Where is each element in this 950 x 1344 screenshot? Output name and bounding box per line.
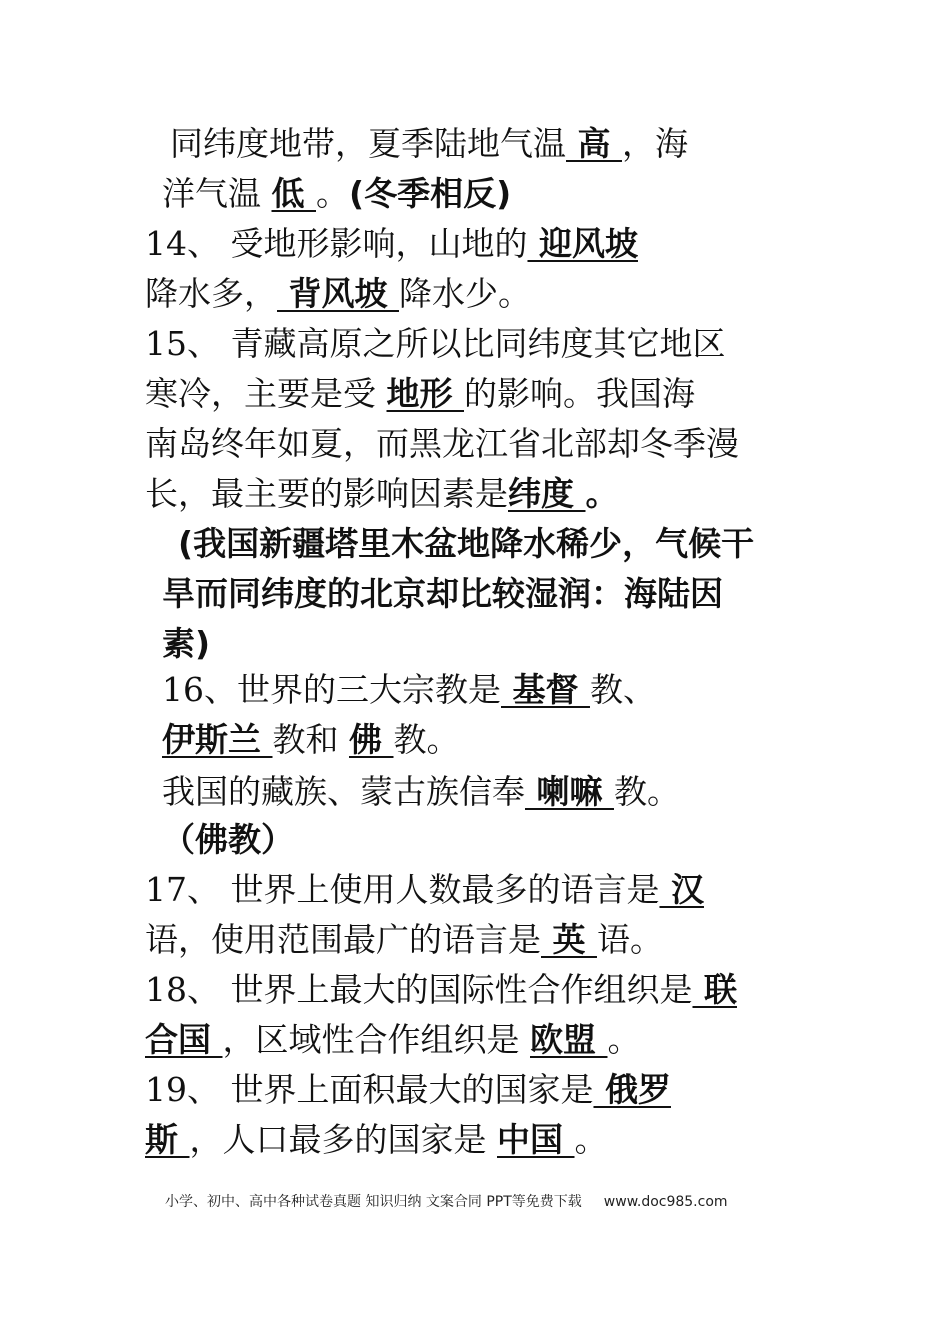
- text-line-15: [162, 820, 294, 860]
- line-text: 长，最主要的影响因素是: [145, 474, 508, 513]
- text-line-5: [145, 324, 725, 364]
- bold-note: 旱而同纬度的北京却比较湿润：海陆因: [162, 574, 723, 613]
- bold-note: (冬季相反): [349, 174, 512, 213]
- line-text: 寒冷，主要是受: [145, 374, 387, 413]
- answer-blank: 斯: [145, 1120, 190, 1159]
- question-17: 17、 世界上使用人数最多的语言是: [145, 870, 660, 909]
- answer-blank: 喇嘛: [525, 772, 614, 811]
- line-text: 南岛终年如夏，而黑龙江省北部却冬季漫: [145, 424, 739, 463]
- line-text: 同纬度地带，夏季陆地气温: [170, 124, 566, 163]
- answer-blank: 纬度: [508, 474, 586, 513]
- text-line-16: [145, 870, 704, 910]
- bold-note: (我国新疆塔里木盆地降水稀少，气候干: [178, 524, 755, 563]
- line-text: ，人口最多的国家是: [189, 1120, 497, 1159]
- answer-blank: 基督: [501, 670, 590, 709]
- line-text: 。: [607, 1020, 641, 1059]
- line-text: 教。: [613, 772, 680, 811]
- line-text: 降水多，: [145, 274, 277, 313]
- text-line-2: [162, 174, 511, 214]
- answer-blank: 汉: [659, 870, 704, 909]
- line-text: 教和: [272, 720, 349, 759]
- text-line-8: [145, 474, 619, 514]
- answer-blank: 俄罗: [593, 1070, 671, 1109]
- text-line-3: [145, 224, 638, 264]
- text-line-12: [162, 670, 656, 710]
- bold-note: （佛教）: [162, 820, 294, 859]
- bold-note: 素): [162, 624, 211, 663]
- question-14: 14、 受地形影响，山地的: [145, 224, 528, 263]
- answer-blank: 英: [541, 920, 597, 959]
- line-text: ，区域性合作组织是: [222, 1020, 530, 1059]
- question-19: 19、 世界上面积最大的国家是: [145, 1070, 594, 1109]
- answer-blank: 合国: [145, 1020, 223, 1059]
- answer-blank: 联: [692, 970, 737, 1009]
- line-text: 教。: [393, 720, 460, 759]
- answer-blank: 地形: [386, 374, 464, 413]
- text-line-18: [145, 970, 737, 1010]
- answer-blank: 低: [271, 174, 316, 213]
- line-text: 。: [585, 474, 619, 513]
- answer-blank: 迎风坡: [527, 224, 638, 263]
- text-line-17: [145, 920, 663, 960]
- text-line-10: [162, 574, 723, 614]
- text-line-4: [145, 274, 531, 314]
- answer-blank: 高: [566, 124, 622, 163]
- question-15: 15、 青藏高原之所以比同纬度其它地区: [145, 324, 726, 363]
- text-line-1: [170, 124, 688, 164]
- page-footer: [165, 1191, 728, 1211]
- answer-blank: 佛: [349, 720, 394, 759]
- text-line-14: [162, 772, 680, 812]
- line-text: 教、: [589, 670, 656, 709]
- text-line-9: [178, 524, 754, 564]
- footer-text: 小学、初中、高中各种试卷真题 知识归纳 文案合同 PPT等免费下载: [165, 1194, 582, 1210]
- answer-blank: 伊斯兰: [162, 720, 273, 759]
- text-line-7: [145, 424, 739, 464]
- line-text: ，海: [621, 124, 688, 163]
- line-text: 的影响。我国海: [464, 374, 695, 413]
- text-line-20: [145, 1070, 671, 1110]
- line-text: 语。: [596, 920, 663, 959]
- line-text: 。: [574, 1120, 608, 1159]
- text-line-21: [145, 1120, 608, 1160]
- text-line-19: [145, 1020, 641, 1060]
- answer-blank: 欧盟: [530, 1020, 608, 1059]
- text-line-13: [162, 720, 460, 760]
- line-text: 洋气温: [162, 174, 272, 213]
- answer-blank: 中国: [497, 1120, 575, 1159]
- footer-site-link[interactable]: www.doc985.com: [603, 1194, 728, 1210]
- text-line-11: [162, 624, 210, 664]
- question-18: 18、 世界上最大的国际性合作组织是: [145, 970, 693, 1009]
- question-16: 16、世界的三大宗教是: [162, 670, 501, 709]
- answer-blank: 背风坡: [277, 274, 399, 313]
- line-text: 语，使用范围最广的语言是: [145, 920, 541, 959]
- line-text: 我国的藏族、蒙古族信奉: [162, 772, 525, 811]
- line-text: 降水少。: [398, 274, 531, 313]
- text-line-6: [145, 374, 695, 414]
- line-text: 。: [316, 174, 349, 213]
